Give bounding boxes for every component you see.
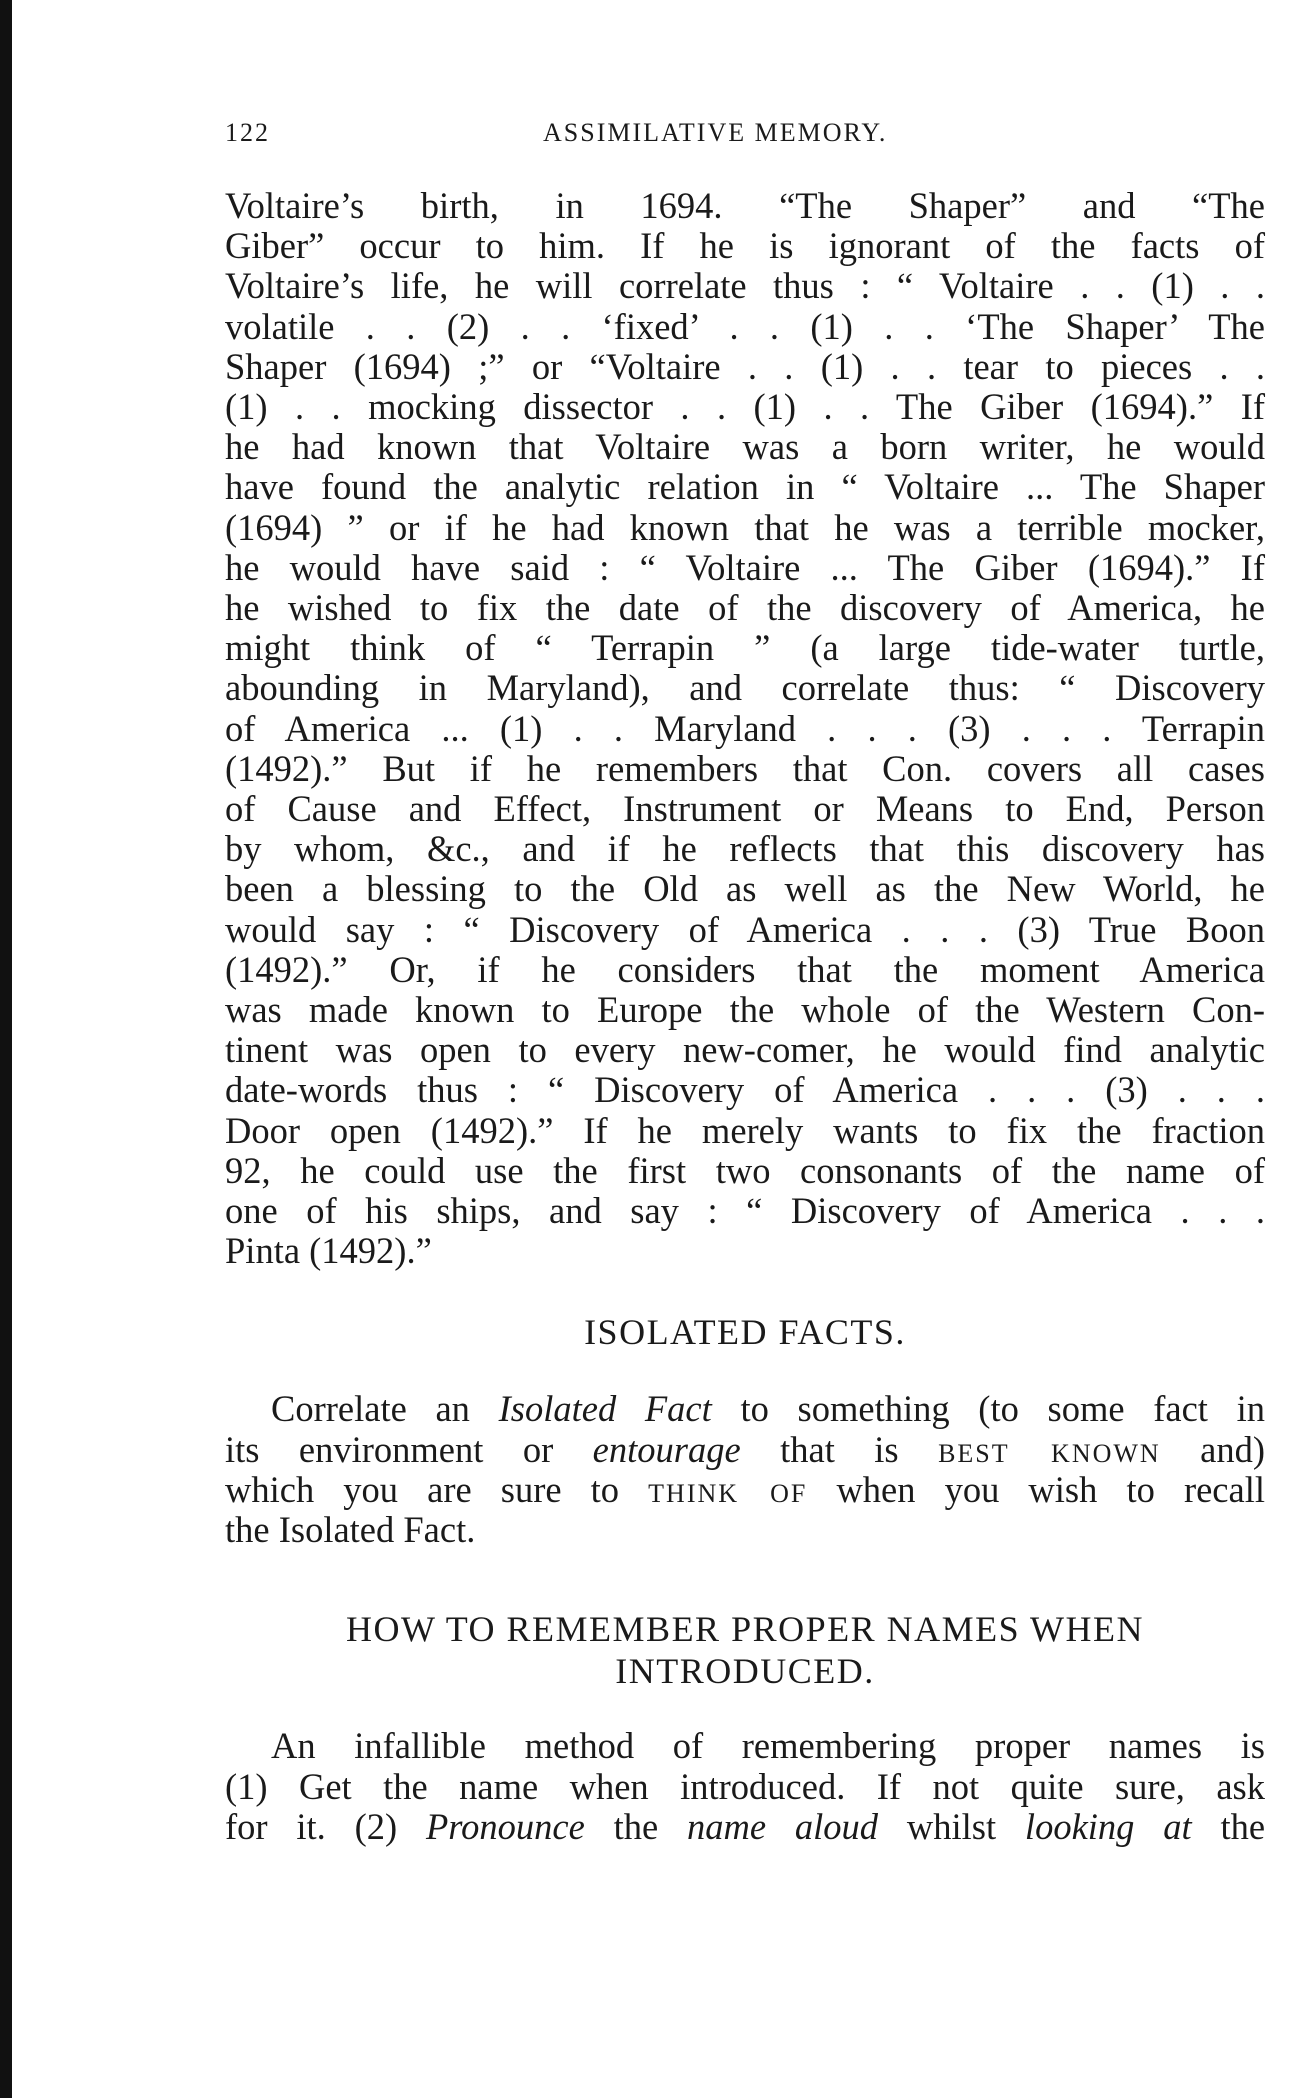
text-line: (1) . . mocking dissector . . (1) . . The Giber (1694).” If — [225, 386, 1265, 428]
book-page — [225, 118, 1265, 1847]
text-line: he had known that Voltaire was a born writer, he would — [225, 426, 1265, 468]
text-line: Voltaire’s life, he will correlate thus : “ Voltaire . . (1) . . — [225, 265, 1265, 307]
text-line: (1) Get the name when introduced. If not quite sure, ask — [225, 1765, 1265, 1807]
text-line: tinent was open to every new-comer, he would find analytic — [225, 1029, 1265, 1071]
paragraph-proper-names — [225, 1726, 1265, 1847]
heading-line: INTRODUCED. — [615, 1651, 875, 1692]
text-line: have found the analytic relation in “ Voltaire ... The Shaper — [225, 466, 1265, 508]
section-heading-proper-names — [225, 1608, 1265, 1692]
text-line: might think of “ Terrapin ” (a large tide-water turtle, — [225, 627, 1265, 669]
text-line: Shaper (1694) ;” or “Voltaire . . (1) . . tear to pieces . . — [225, 345, 1265, 387]
text-line: An infallible method of remembering proper names is — [271, 1725, 1265, 1767]
text-line: by whom, &c., and if he reflects that this discovery has — [225, 828, 1265, 870]
text-line: abounding in Maryland), and correlate thus: “ Discovery — [225, 667, 1265, 709]
paragraph-isolated-facts — [225, 1389, 1265, 1550]
text-line: (1492).” But if he remembers that Con. covers all cases — [225, 747, 1265, 789]
text-line: Voltaire’s birth, in 1694. “The Shaper” and “The — [225, 185, 1265, 226]
text-line: (1694) ” or if he had known that he was a terrible mocker, — [225, 506, 1265, 548]
body-text — [225, 186, 1265, 1847]
text-line: for it. (2) Pronounce the name aloud whilst looking at the — [225, 1805, 1266, 1847]
text-line: was made known to Europe the whole of the Western Con- — [225, 989, 1265, 1031]
text-line: Pinta (1492).” — [225, 1230, 432, 1272]
heading-line: HOW TO REMEMBER PROPER NAMES WHEN — [346, 1609, 1144, 1650]
section-heading-isolated-facts: ISOLATED FACTS. — [584, 1312, 906, 1353]
paragraph-voltaire-america — [225, 186, 1265, 1271]
text-line: (1492).” Or, if he considers that the moment America — [225, 948, 1265, 990]
text-line: volatile . . (2) . . ‘fixed’ . . (1) . . ‘The Shaper’ The — [225, 305, 1265, 347]
text-line: Giber” occur to him. If he is ignorant of the facts of — [225, 225, 1265, 267]
text-line: one of his ships, and say : “ Discovery of America . . . — [225, 1190, 1265, 1232]
text-line: date-words thus : “ Discovery of America . . . (3) . . . — [225, 1069, 1265, 1111]
text-line: of America ... (1) . . Maryland . . . (3) . . . Terrapin — [225, 707, 1265, 749]
text-line: been a blessing to the Old as well as the New World, he — [225, 868, 1265, 910]
text-line: he wished to fix the date of the discovery of America, he — [225, 587, 1265, 629]
text-line: which you are sure to think of when you wish to recall — [225, 1468, 1265, 1510]
text-line: Door open (1492).” If he merely wants to fix the fraction — [225, 1109, 1265, 1151]
text-line: would say : “ Discovery of America . . . (3) True Boon — [225, 908, 1265, 950]
running-title: ASSIMILATIVE MEMORY. — [543, 118, 888, 147]
running-header — [225, 118, 1265, 158]
text-line: 92, he could use the first two consonants of the name of — [225, 1149, 1265, 1191]
book-spine-edge — [0, 0, 12, 2098]
text-line: of Cause and Effect, Instrument or Means to End, Person — [225, 788, 1265, 830]
text-line: its environment or entourage that is best known and) — [225, 1428, 1266, 1470]
text-line: Correlate an Isolated Fact to something (to some fact in — [271, 1388, 1266, 1430]
page-number: 122 — [225, 118, 270, 147]
text-line: the Isolated Fact. — [225, 1509, 476, 1551]
text-line: he would have said : “ Voltaire ... The Giber (1694).” If — [225, 546, 1265, 588]
